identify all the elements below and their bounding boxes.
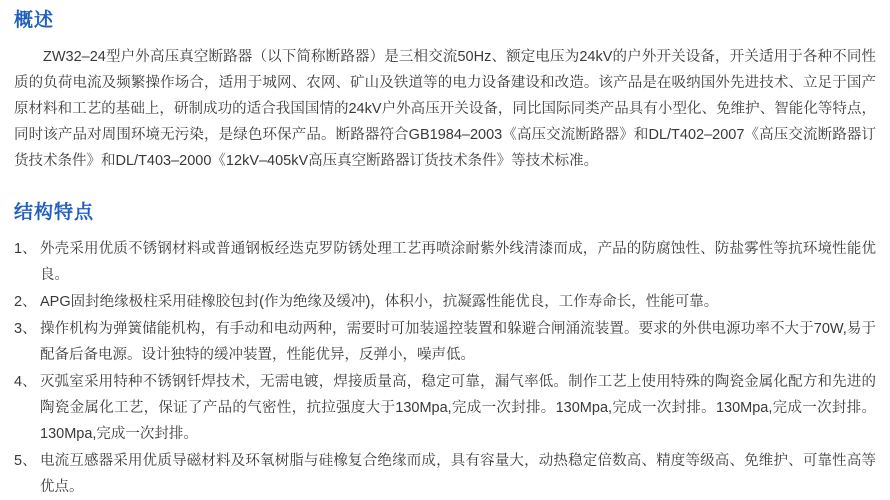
list-item-marker: 4、 — [14, 374, 37, 390]
list-item — [14, 316, 876, 368]
list-item-marker: 5、 — [14, 453, 37, 469]
list-item — [14, 448, 876, 500]
overview-paragraph: ZW32–24型户外高压真空断路器（以下简称断路器）是三相交流50Hz、额定电压为24kV的户外开关设备，开关适用于各种不同性质的负荷电流及频繁操作场合，适用于城网、农网、矿山及铁道等的电力设备建设和改造。该产品是在吸纳国外先进技术、立足于国产原材料和工艺的基础上，研制成功的适合我国国情的24kV户外高压开关设备，同比国际同类产品具有小型化、免维护、智能化等特点，同时该产品对周围环境无污染，是绿色环保产品。断路器符合GB1984–2003《高压交流断路器》和DL/T402–2007《高压交流断路器订货技术条件》和DL/T403–2000《12kV–405kV高压真空断路器订货技术条件》等技术标准。 — [14, 49, 876, 169]
list-item-marker: 3、 — [14, 321, 37, 337]
list-item — [14, 236, 876, 288]
list-item-text: APG固封绝缘极柱采用硅橡胶包封(作为绝缘及缓冲)，体积小，抗凝露性能优良，工作寿命长，性能可靠。 — [40, 294, 719, 310]
list-item-text: 灭弧室采用特种不锈钢钎焊技术，无需电镀，焊接质量高，稳定可靠，漏气率低。制作工艺上使用特殊的陶瓷金属化配方和先进的陶瓷金属化工艺，保证了产品的气密性，抗拉强度大于130Mpa,完成一次封排。130Mpa,完成一次封排。130Mpa,完成一次封排。130Mpa,完成一次封排。 — [40, 374, 876, 442]
structure-features-list — [14, 236, 876, 500]
section-title-structure-features: 结构特点 — [14, 202, 95, 223]
list-item — [14, 289, 876, 315]
list-item-text: 操作机构为弹簧储能机构，有手动和电动两种，需要时可加装遥控装置和躲避合闸涌流装置。要求的外供电源功率不大于70W,易于配备后备电源。设计独特的缓冲装置，性能优异，反弹小，噪声低。 — [40, 321, 876, 363]
list-item-marker: 2、 — [14, 294, 37, 310]
list-item-text: 电流互感器采用优质导磁材料及环氧树脂与硅橡复合绝缘而成，具有容量大，动热稳定倍数高、精度等级高、免维护、可靠性高等优点。 — [40, 453, 876, 495]
list-item-text: 外壳采用优质不锈钢材料或普通钢板经迭克罗防锈处理工艺再喷涂耐紫外线清漆而成，产品的防腐蚀性、防盐雾性等抗环境性能优良。 — [40, 241, 876, 283]
list-item-marker: 1、 — [14, 241, 37, 257]
list-item — [14, 369, 876, 447]
section-title-overview: 概述 — [14, 10, 55, 31]
